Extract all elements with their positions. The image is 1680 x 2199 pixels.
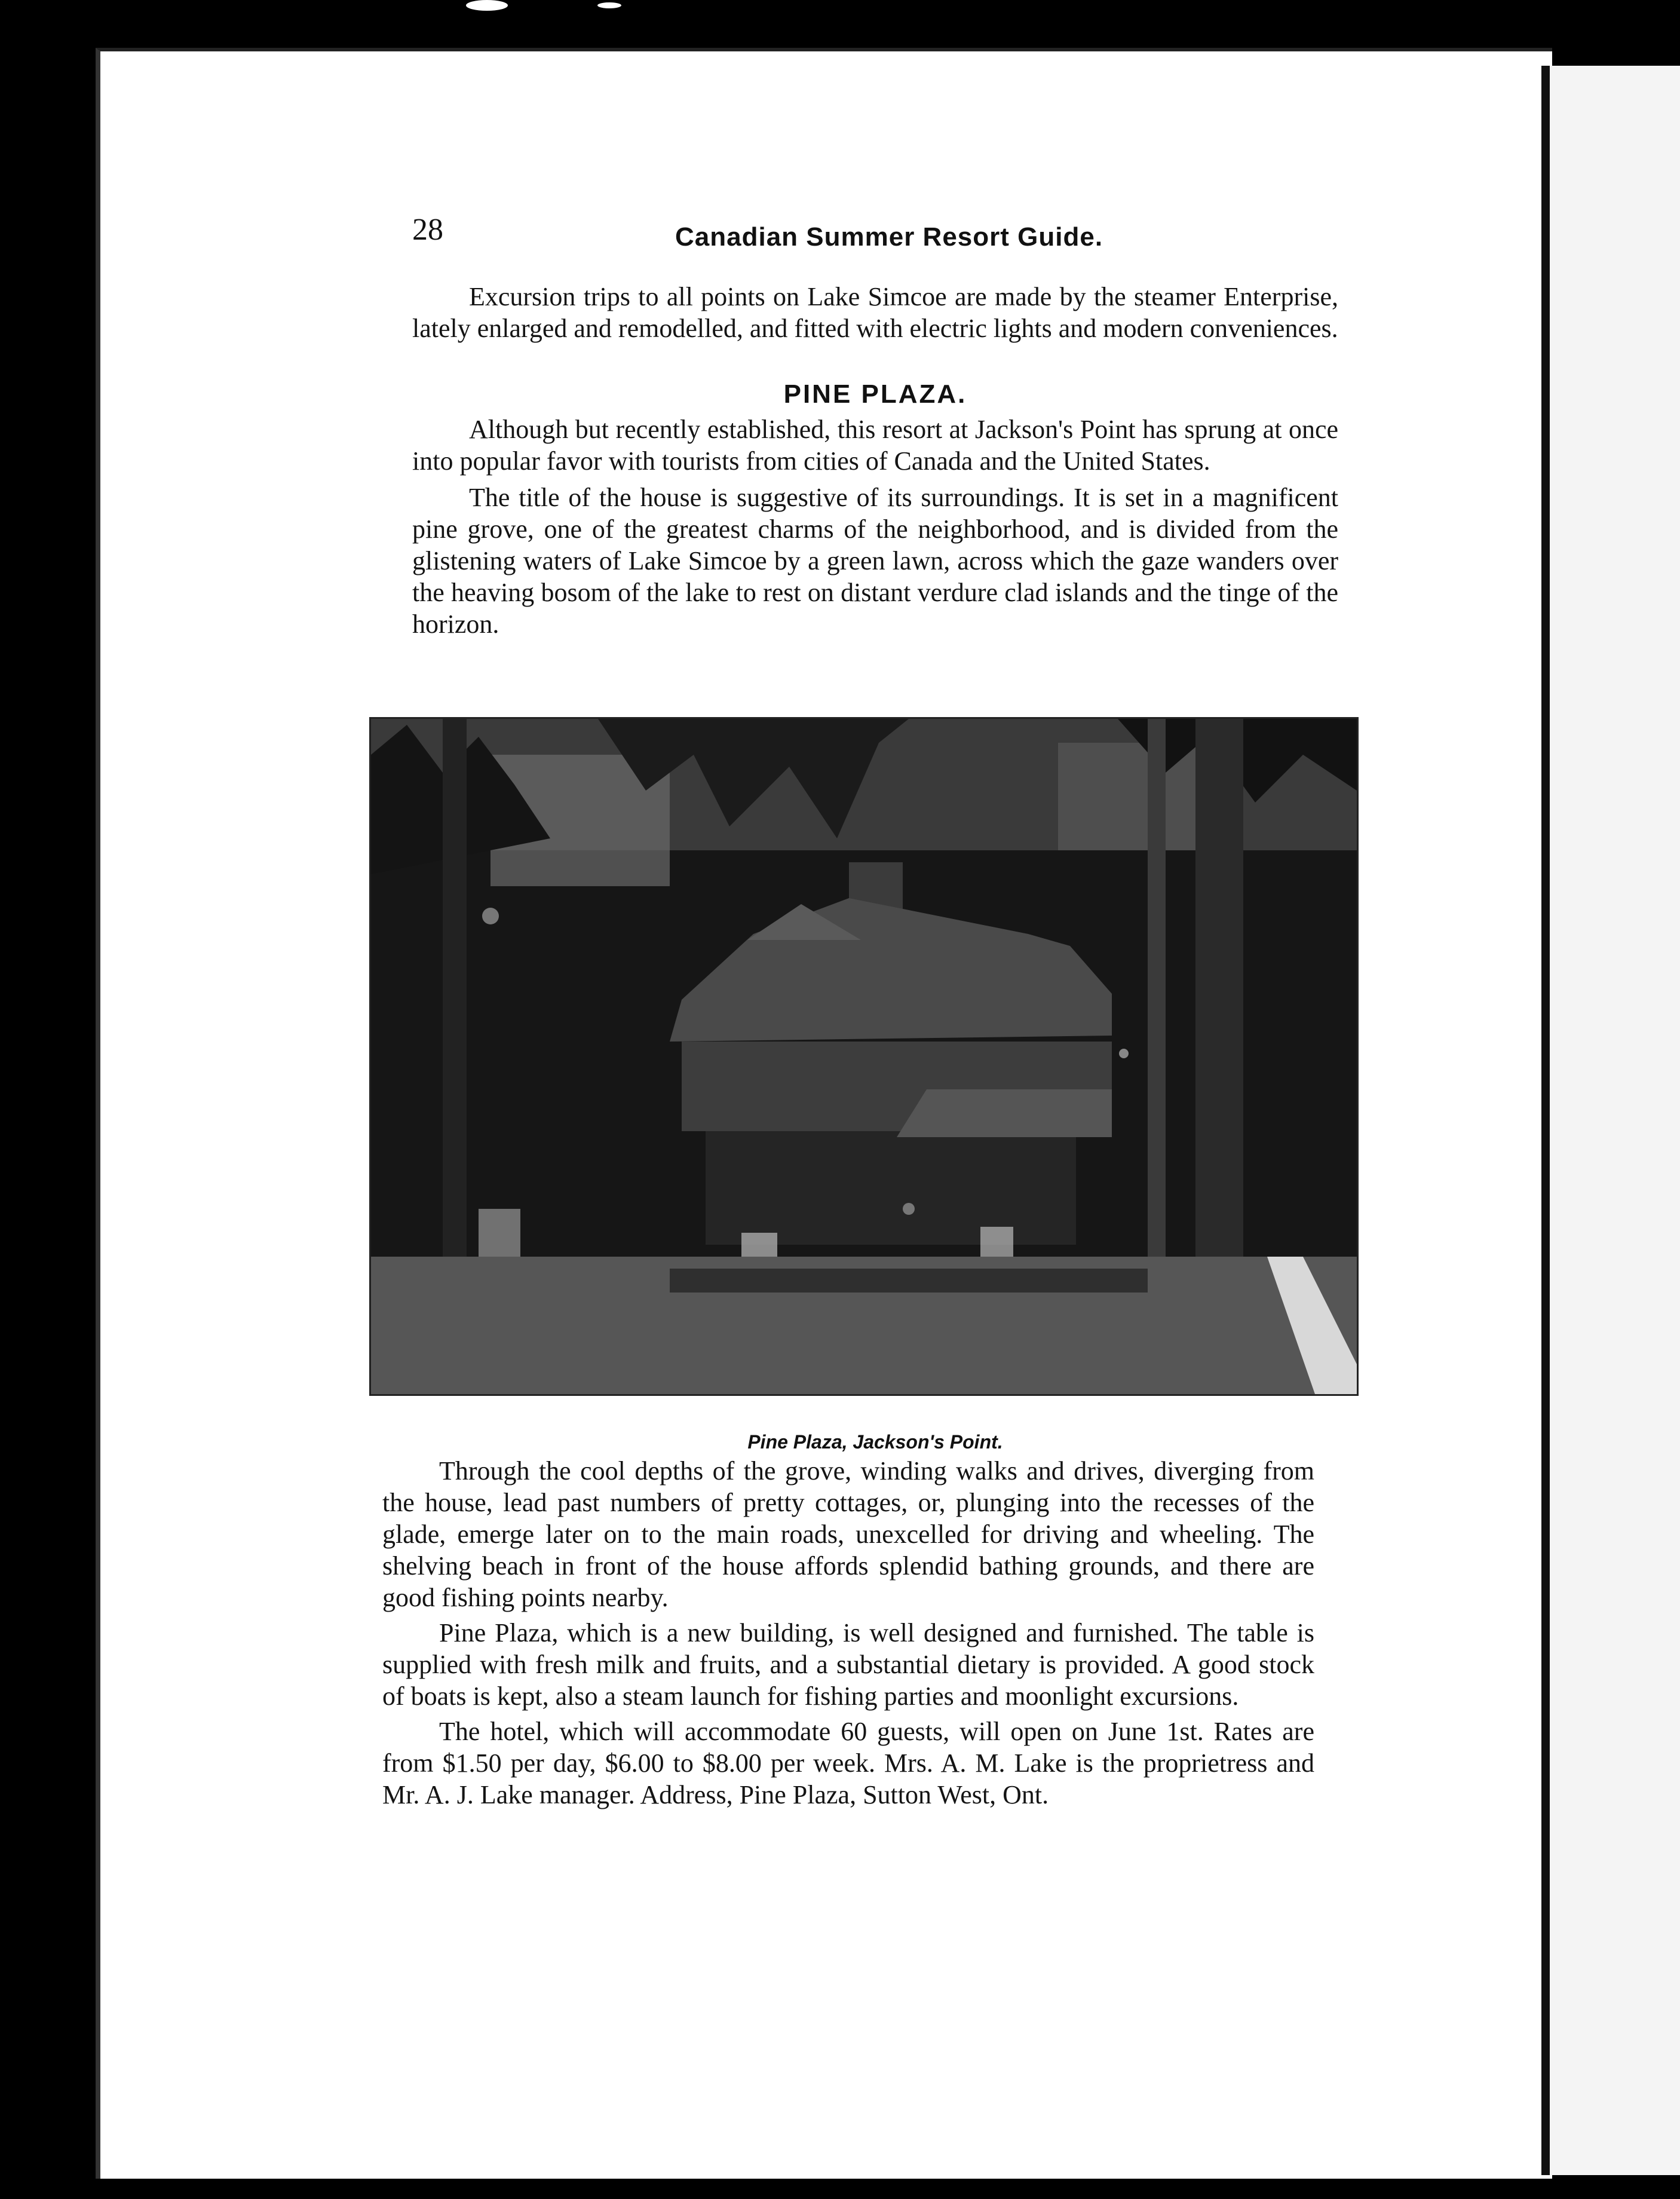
scan-speck bbox=[597, 2, 621, 8]
scan-speck bbox=[466, 0, 508, 11]
photo-caption: Pine Plaza, Jackson's Point. bbox=[747, 1431, 1003, 1453]
photograph-drawing bbox=[371, 719, 1357, 1394]
paragraph: The hotel, which will accommodate 60 guests, will open on June 1st. Rates are from $1.50 per day, $6.00 to $8.00 per week. Mrs. A. M. Lake is the proprietress and Mr. A. J. Lake manager. Address, Pine Plaza, Sutton West, Ont. bbox=[382, 1717, 1314, 1809]
paragraph: Although but recently established, this resort at Jackson's Point has sprung at once into popular favor with tourists from cities of Canada and the United States. bbox=[412, 415, 1338, 476]
photograph-pine-plaza bbox=[369, 717, 1359, 1396]
intro-paragraph: Excursion trips to all points on Lake Simcoe are made by the steamer Enterprise, lately enlarged and remodelled, and fitted with electric lights and modern conveniences. bbox=[412, 282, 1338, 343]
section-heading: PINE PLAZA. bbox=[783, 379, 967, 409]
facing-page-edge bbox=[1541, 66, 1680, 2175]
body-text bbox=[382, 1455, 1314, 1814]
paragraph: The title of the house is suggestive of its surroundings. It is set in a magnificent pine grove, one of the greatest charms of the neighborhood, and is divided from the glistening waters of Lake Simcoe by a green lawn, across which the gaze wanders over the heaving bosom of the lake to rest on distant verdure clad islands and the tinge of the horizon. bbox=[412, 483, 1338, 639]
intro-text bbox=[412, 281, 1338, 344]
paragraph: Pine Plaza, which is a new building, is well designed and furnished. The table is supplied with fresh milk and fruits, and a substantial dietary is provided. A good stock of boats is kept, also a steam launch for fishing parties and moonlight excursions. bbox=[382, 1618, 1314, 1711]
section-text bbox=[412, 414, 1338, 645]
running-title: Canadian Summer Resort Guide. bbox=[675, 222, 1103, 252]
page-number: 28 bbox=[412, 213, 443, 247]
paragraph: Through the cool depths of the grove, winding walks and drives, diverging from the house, lead past numbers of pretty cottages, or, plunging into the recesses of the glade, emerge later on to the main roads, unexcelled for driving and wheeling. The shelving beach in front of the house affords splendid bathing grounds, and there are good fishing points nearby. bbox=[382, 1456, 1314, 1612]
